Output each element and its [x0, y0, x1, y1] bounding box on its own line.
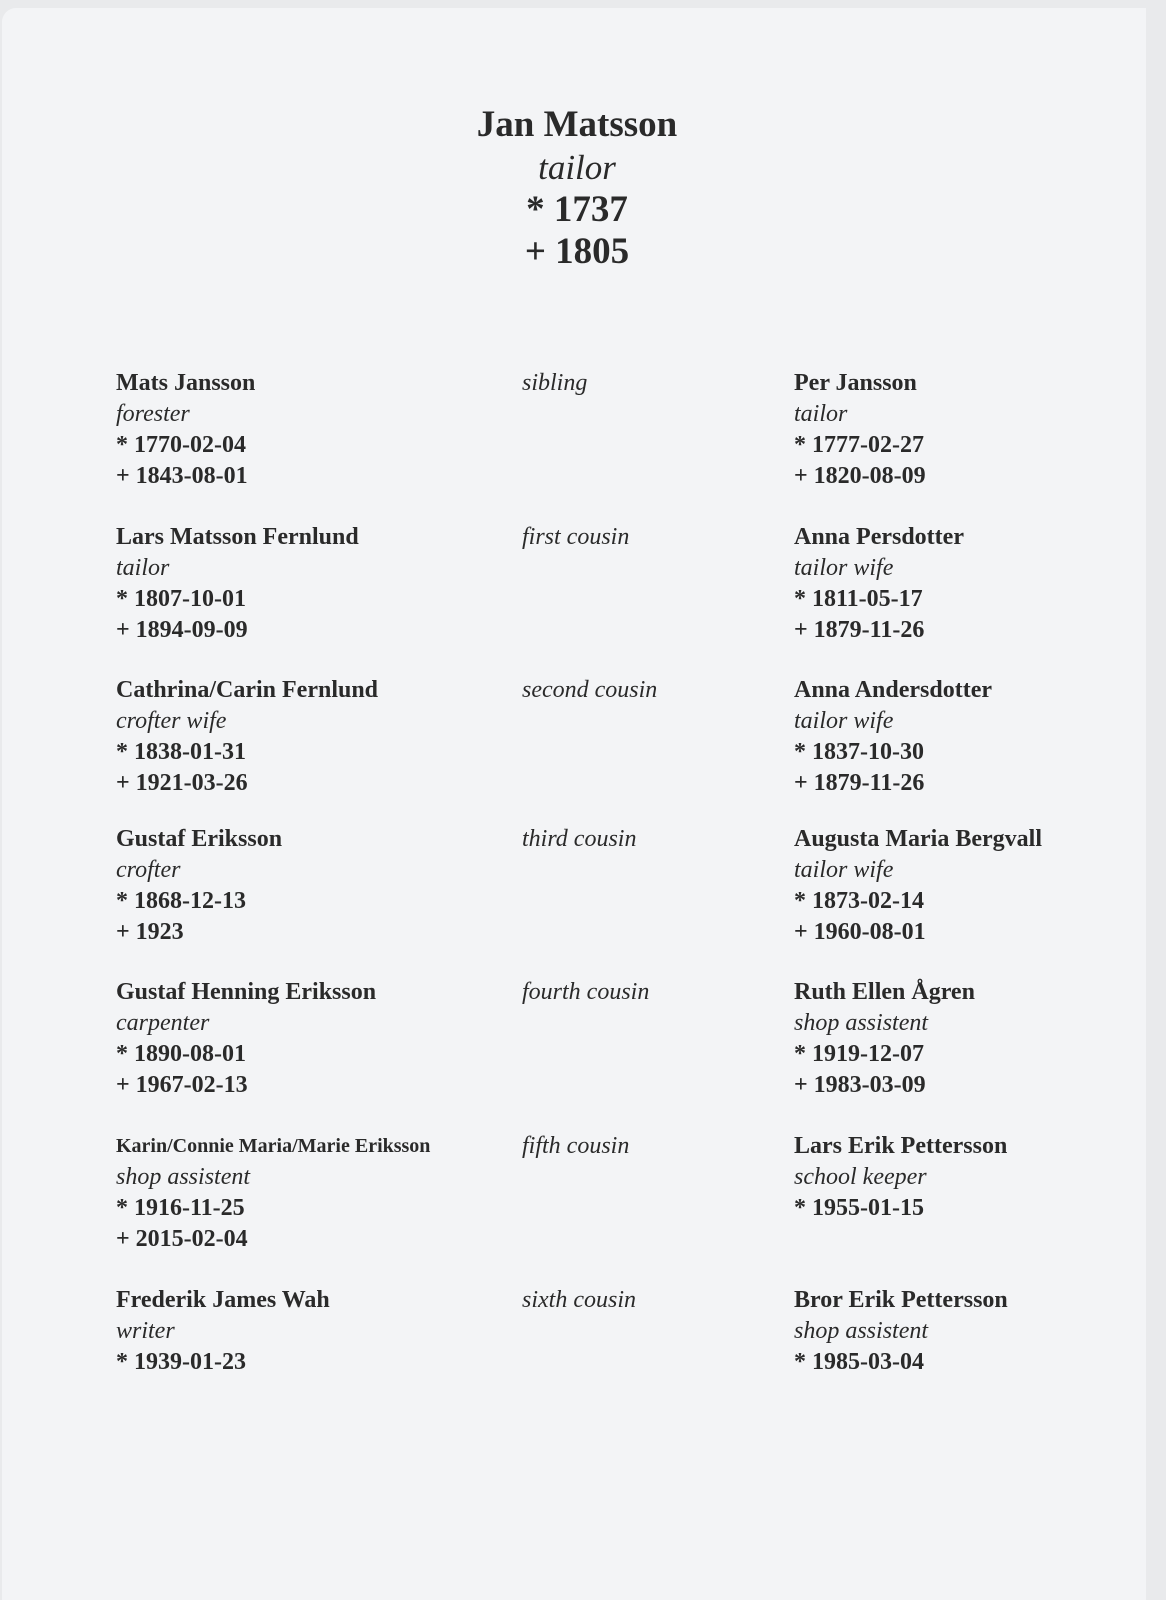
person-died: + 2015-02-04	[116, 1226, 248, 1252]
person-died: + 1820-08-09	[794, 463, 926, 489]
person-born: * 1811-05-17	[794, 586, 923, 612]
person-occupation: carpenter	[116, 1010, 210, 1036]
relation-label: third cousin	[522, 826, 637, 852]
relation-row	[0, 1285, 1166, 1415]
person-occupation: tailor	[116, 555, 170, 581]
person-died: + 1983-03-09	[794, 1072, 926, 1098]
person-born: * 1838-01-31	[116, 739, 246, 765]
subject-name: Jan Matsson	[476, 104, 678, 145]
relation-label: first cousin	[522, 524, 630, 550]
left-person	[116, 977, 376, 1101]
relation-label: second cousin	[522, 677, 658, 703]
person-born: * 1807-10-01	[116, 586, 246, 612]
relation-row	[0, 977, 1166, 1107]
person-born: * 1919-12-07	[794, 1041, 924, 1067]
relation-label: sixth cousin	[522, 1287, 636, 1313]
right-person	[794, 977, 975, 1101]
person-born: * 1890-08-01	[116, 1041, 246, 1067]
person-occupation: crofter	[116, 857, 181, 883]
right-person	[794, 368, 926, 492]
relation-row	[0, 1131, 1166, 1261]
relation-row	[0, 368, 1166, 498]
person-died: + 1967-02-13	[116, 1072, 248, 1098]
person-name: Lars Erik Pettersson	[794, 1133, 1008, 1159]
person-occupation: shop assistent	[116, 1164, 251, 1190]
right-person	[794, 1131, 1007, 1224]
person-died: + 1923	[116, 919, 184, 945]
right-person	[794, 1285, 1008, 1378]
person-name: Augusta Maria Bergvall	[794, 826, 1042, 852]
person-born: * 1916-11-25	[116, 1195, 245, 1221]
person-born: * 1939-01-23	[116, 1349, 246, 1375]
person-occupation: shop assistent	[794, 1318, 929, 1344]
person-born: * 1777-02-27	[794, 432, 924, 458]
person-name: Anna Persdotter	[794, 524, 964, 550]
left-person	[116, 1131, 430, 1255]
person-died: + 1894-09-09	[116, 617, 248, 643]
person-name: Lars Matsson Fernlund	[116, 524, 359, 550]
right-person	[794, 824, 1042, 948]
relation-label: fourth cousin	[522, 979, 650, 1005]
person-occupation: forester	[116, 401, 190, 427]
person-died: + 1921-03-26	[116, 770, 248, 796]
person-born: * 1837-10-30	[794, 739, 924, 765]
person-occupation: tailor wife	[794, 708, 894, 734]
person-born: * 1873-02-14	[794, 888, 924, 914]
person-name: Frederik James Wah	[116, 1287, 330, 1313]
right-person	[794, 522, 964, 646]
left-person	[116, 824, 282, 948]
left-person	[116, 1285, 330, 1378]
person-died: + 1879-11-26	[794, 617, 925, 643]
person-name: Ruth Ellen Ågren	[794, 979, 975, 1005]
person-born: * 1985-03-04	[794, 1349, 924, 1375]
left-person	[116, 368, 255, 492]
person-name: Per Jansson	[794, 370, 917, 396]
person-occupation: school keeper	[794, 1164, 927, 1190]
person-name: Anna Andersdotter	[794, 677, 993, 703]
person-occupation: crofter wife	[116, 708, 227, 734]
person-name: Bror Erik Pettersson	[794, 1287, 1008, 1313]
relation-label: sibling	[522, 370, 588, 396]
person-born: * 1868-12-13	[116, 888, 246, 914]
left-person	[116, 522, 359, 646]
person-name: Cathrina/Carin Fernlund	[116, 677, 379, 703]
relation-label: fifth cousin	[522, 1133, 630, 1159]
person-died: + 1879-11-26	[794, 770, 925, 796]
person-name: Gustaf Henning Eriksson	[116, 979, 377, 1005]
person-occupation: shop assistent	[794, 1010, 929, 1036]
person-occupation: tailor wife	[794, 555, 894, 581]
person-died: + 1960-08-01	[794, 919, 926, 945]
person-occupation: tailor wife	[794, 857, 894, 883]
person-occupation: writer	[116, 1318, 175, 1344]
relation-row	[0, 675, 1166, 805]
person-name: Gustaf Eriksson	[116, 826, 283, 852]
person-born: * 1770-02-04	[116, 432, 246, 458]
subject-born: * 1737	[526, 189, 628, 230]
relation-row	[0, 824, 1166, 954]
person-name: Karin/Connie Maria/Marie Eriksson	[116, 1135, 431, 1157]
person-died: + 1843-08-01	[116, 463, 248, 489]
person-occupation: tailor	[794, 401, 848, 427]
left-person	[116, 675, 378, 799]
subject-died: + 1805	[524, 231, 630, 272]
person-name: Mats Jansson	[116, 370, 256, 396]
subject-header	[0, 103, 1154, 273]
right-person	[794, 675, 992, 799]
person-born: * 1955-01-15	[794, 1195, 924, 1221]
relation-row	[0, 522, 1166, 652]
subject-occupation: tailor	[538, 148, 616, 187]
